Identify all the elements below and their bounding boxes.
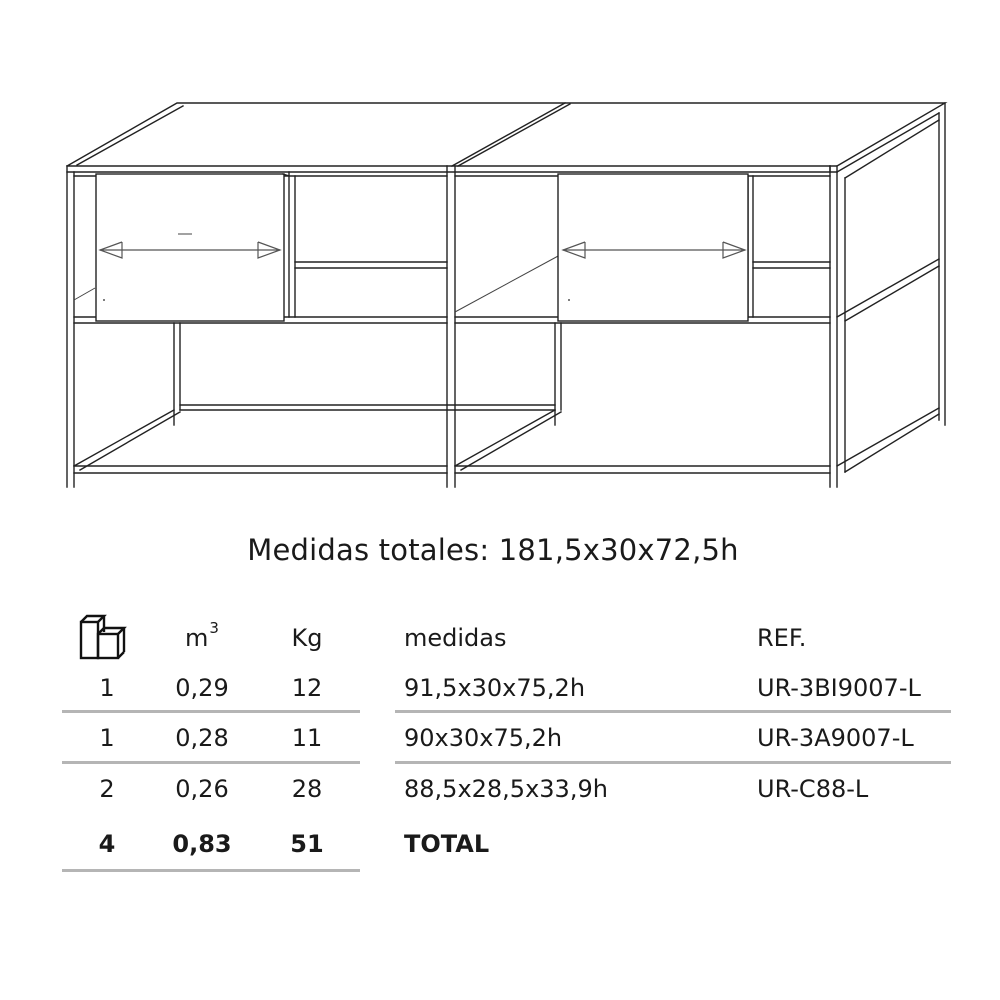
dimensions-cell: 91,5x30x75,2h <box>404 674 586 702</box>
total-volume: 0,83 <box>172 830 232 858</box>
weight-cell: 12 <box>291 674 323 702</box>
volume-cell: 0,26 <box>175 775 229 803</box>
volume-unit: m <box>185 624 209 652</box>
row-divider <box>62 761 360 764</box>
packages-cell: 1 <box>99 724 115 752</box>
glass-door-right <box>558 174 748 321</box>
total-packages: 4 <box>98 830 116 858</box>
total-divider <box>62 869 360 872</box>
reference-cell: UR-C88-L <box>757 775 869 803</box>
row-divider <box>62 710 360 713</box>
volume-cell: 0,29 <box>175 674 229 702</box>
row-divider <box>395 761 951 764</box>
top-panel <box>67 103 945 172</box>
header-reference: REF. <box>757 624 807 652</box>
dimensions-cell: 88,5x28,5x33,9h <box>404 775 608 803</box>
header-dimensions: medidas <box>404 624 507 652</box>
weight-cell: 28 <box>291 775 323 803</box>
header-volume <box>162 619 242 656</box>
total-label: TOTAL <box>404 830 490 858</box>
reference-cell: UR-3A9007-L <box>757 724 914 752</box>
dimensions-cell: 90x30x75,2h <box>404 724 563 752</box>
reference-cell: UR-3BI9007-L <box>757 674 921 702</box>
packages-cell: 2 <box>99 775 115 803</box>
volume-cell: 0,28 <box>175 724 229 752</box>
header-weight: Kg <box>291 624 323 652</box>
glass-door-left <box>96 174 289 321</box>
side-frame <box>837 103 945 472</box>
overall-dimensions-title: Medidas totales: 181,5x30x72,5h <box>247 533 739 567</box>
boxes-icon <box>77 612 133 662</box>
volume-exponent: 3 <box>209 619 219 637</box>
total-weight: 51 <box>290 830 324 858</box>
row-divider <box>395 710 951 713</box>
weight-cell: 11 <box>291 724 323 752</box>
packages-cell: 1 <box>99 674 115 702</box>
